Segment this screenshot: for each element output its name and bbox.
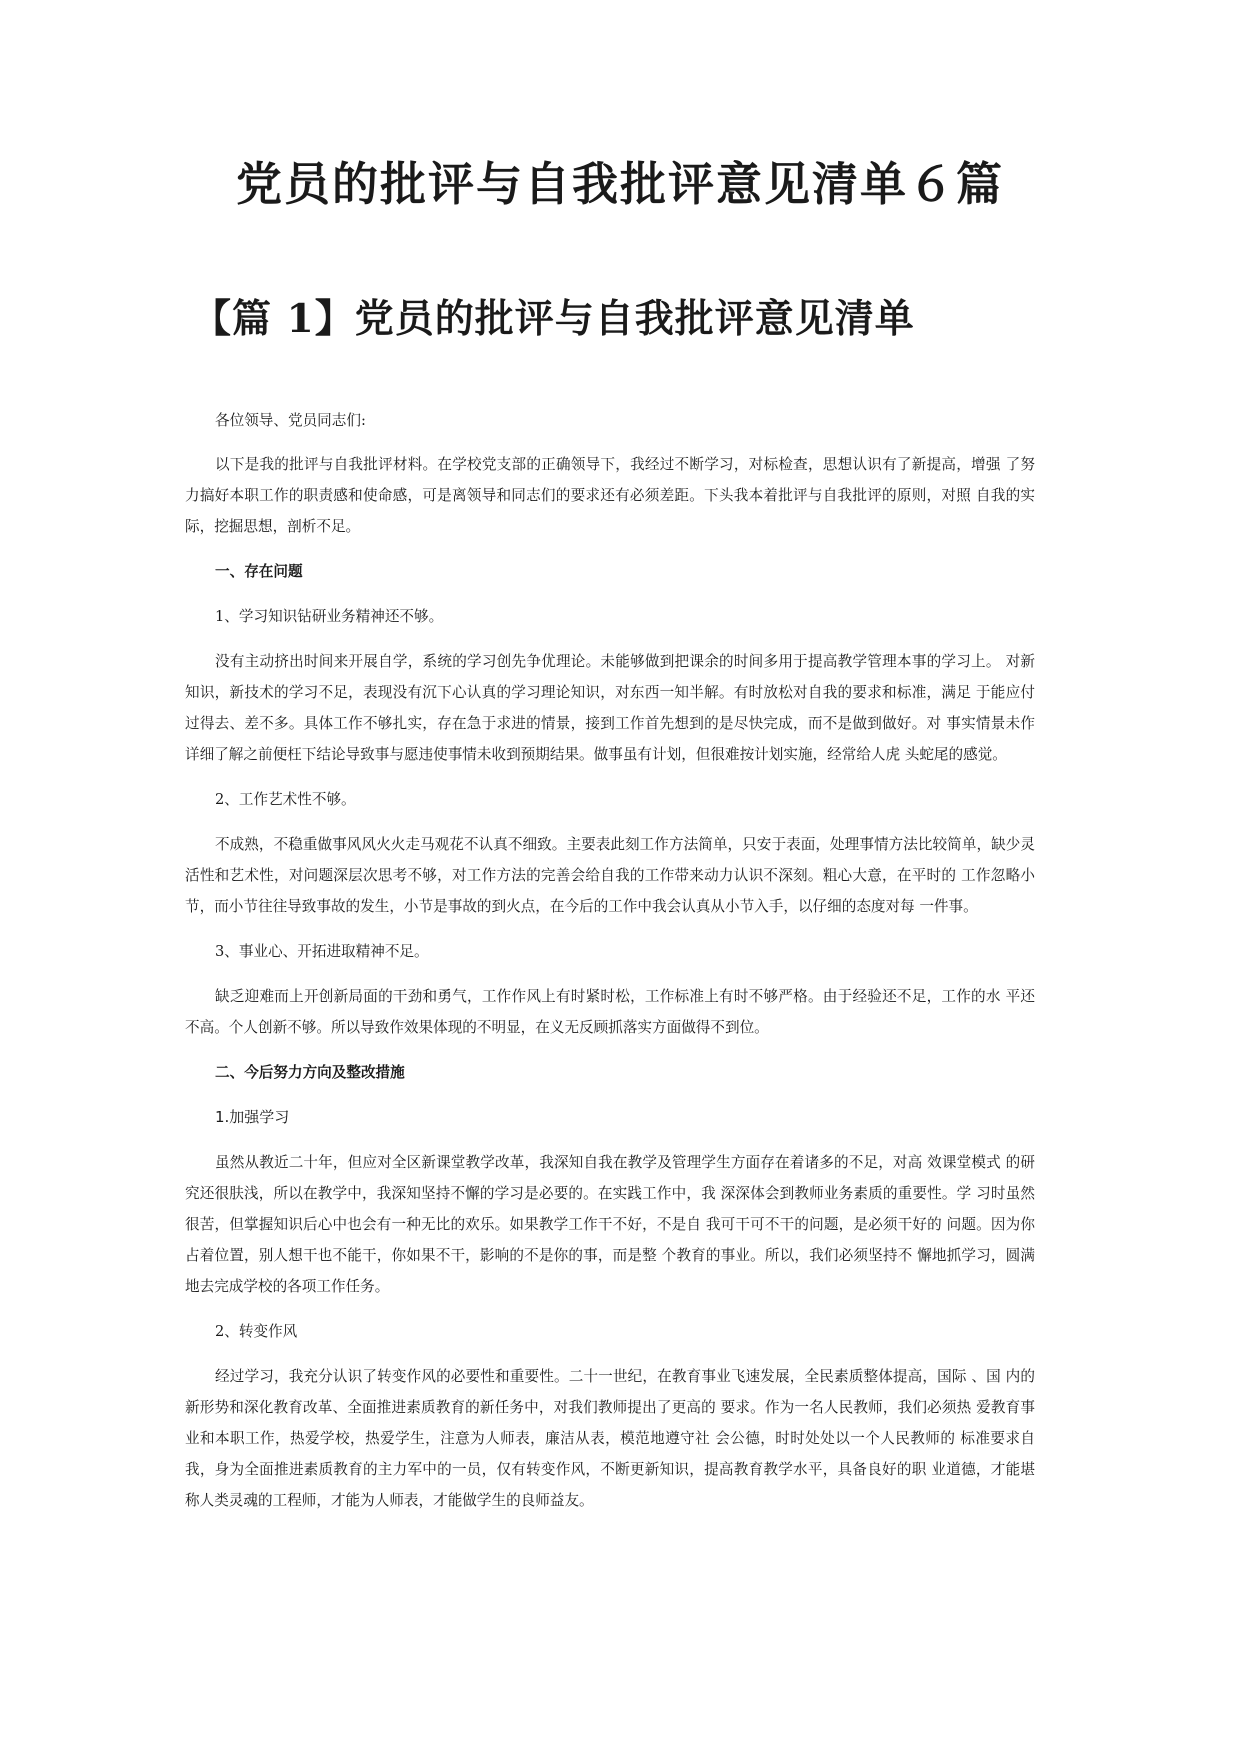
item-1-text: 没有主动挤出时间来开展自学，系统的学习创先争优理论。未能够做到把课余的时间多用于提高教学管理本事的学习上。 对新知识，新技术的学习不足，表现没有沉下心认真的学习理论知识，对东西一知半解。有时放松对自我的要求和标准，满足 于能应付过得去、差不多。具体工作不够扎实，存在急于求进的情景，接到工作首先想到的是尽快完成，而不是做到做好。对 事实情景未作详细了解之前便枉下结论导致事与愿违使事情未收到预期结果。做事虽有计划，但很难按计划实施，经常给人虎 头蛇尾的感觉。 — [185, 653, 1035, 763]
intro-paragraph: 以下是我的批评与自我批评材料。在学校党支部的正确领导下，我经过不断学习，对标检查，思想认识有了新提高，增强 了努力搞好本职工作的职责感和使命感，可是离领导和同志们的要求还有必须差距。下头我本着批评与自我批评的原则，对照 自我的实际，挖掘思想，剖析不足。 — [185, 456, 1035, 535]
item-3-text: 缺乏迎难而上开创新局面的干劲和勇气，工作作风上有时紧时松，工作标准上有时不够严格。由于经验还不足，工作的水 平还不高。个人创新不够。所以导致作效果体现的不明显，在义无反顾抓落实方面做得不到位。 — [185, 988, 1035, 1036]
measure-2-text: 经过学习，我充分认识了转变作风的必要性和重要性。二十一世纪，在教育事业飞速发展，全民素质整体提高，国际 、国 内的新形势和深化教育改革、全面推进素质教育的新任务中，对我们教师提出了更高的 要求。作为一名人民教师，我们必须热 爱教育事业和本职工作，热爱学校，热爱学生，注意为人师表，廉洁从表，模范地遵守社 会公德，时时处处以一个人民教师的 标准要求自我，身为全面推进素质教育的主力军中的一员，仅有转变作风，不断更新知识，提高教育教学水平，具备良好的职 业道德，才能堪称人类灵魂的工程师，才能为人师表，才能做学生的良师益友。 — [185, 1368, 1035, 1509]
measure-1-text: 虽然从教近二十年，但应对全区新课堂教学改革，我深知自我在教学及管理学生方面存在着诸多的不足，对高 效课堂模式 的研究还很肤浅，所以在教学中，我深知坚持不懈的学习是必要的。在实践工作中，我 深深体会到教师业务素质的重要性。学 习时虽然很苦，但掌握知识后心中也会有一种无比的欢乐。如果教学工作干不好，不是自 我可干可不干的问题，是必须干好的 问题。因为你占着位置，别人想干也不能干，你如果不干，影响的不是你的事，而是整 个教育的事业。所以，我们必须坚持不 懈地抓学习，圆满地去完成学校的各项工作任务。 — [185, 1154, 1035, 1295]
item-2-text: 不成熟，不稳重做事风风火火走马观花不认真不细致。主要表此刻工作方法简单，只安于表面，处理事情方法比较简单，缺少灵活性和艺术性，对问题深层次思考不够，对工作方法的完善会给自我的工作带来动力认识不深刻。粗心大意，在平时的 工作忽略小节，而小节往往导致事故的发生，小节是事故的到火点，在今后的工作中我会认真从小节入手，以仔细的态度对每 一件事。 — [185, 836, 1035, 915]
item-1-title: 1、学习知识钻研业务精神还不够。 — [215, 608, 444, 625]
item-3-title: 3、事业心、开拓进取精神不足。 — [215, 943, 429, 960]
heading-measures: 二、今后努力方向及整改措施 — [215, 1064, 405, 1081]
section-title: 【篇 1】党员的批评与自我批评意见清单 — [192, 296, 915, 342]
measure-2-title: 2、转变作风 — [215, 1323, 298, 1340]
document-title: 党员的批评与自我批评意见清单６篇 — [236, 157, 1004, 211]
item-2-title: 2、工作艺术性不够。 — [215, 791, 356, 808]
document-body — [185, 405, 1035, 1530]
greeting: 各位领导、党员同志们: — [215, 412, 366, 429]
measure-1-title: 1.加强学习 — [215, 1108, 290, 1126]
heading-problems: 一、存在问题 — [215, 563, 303, 580]
